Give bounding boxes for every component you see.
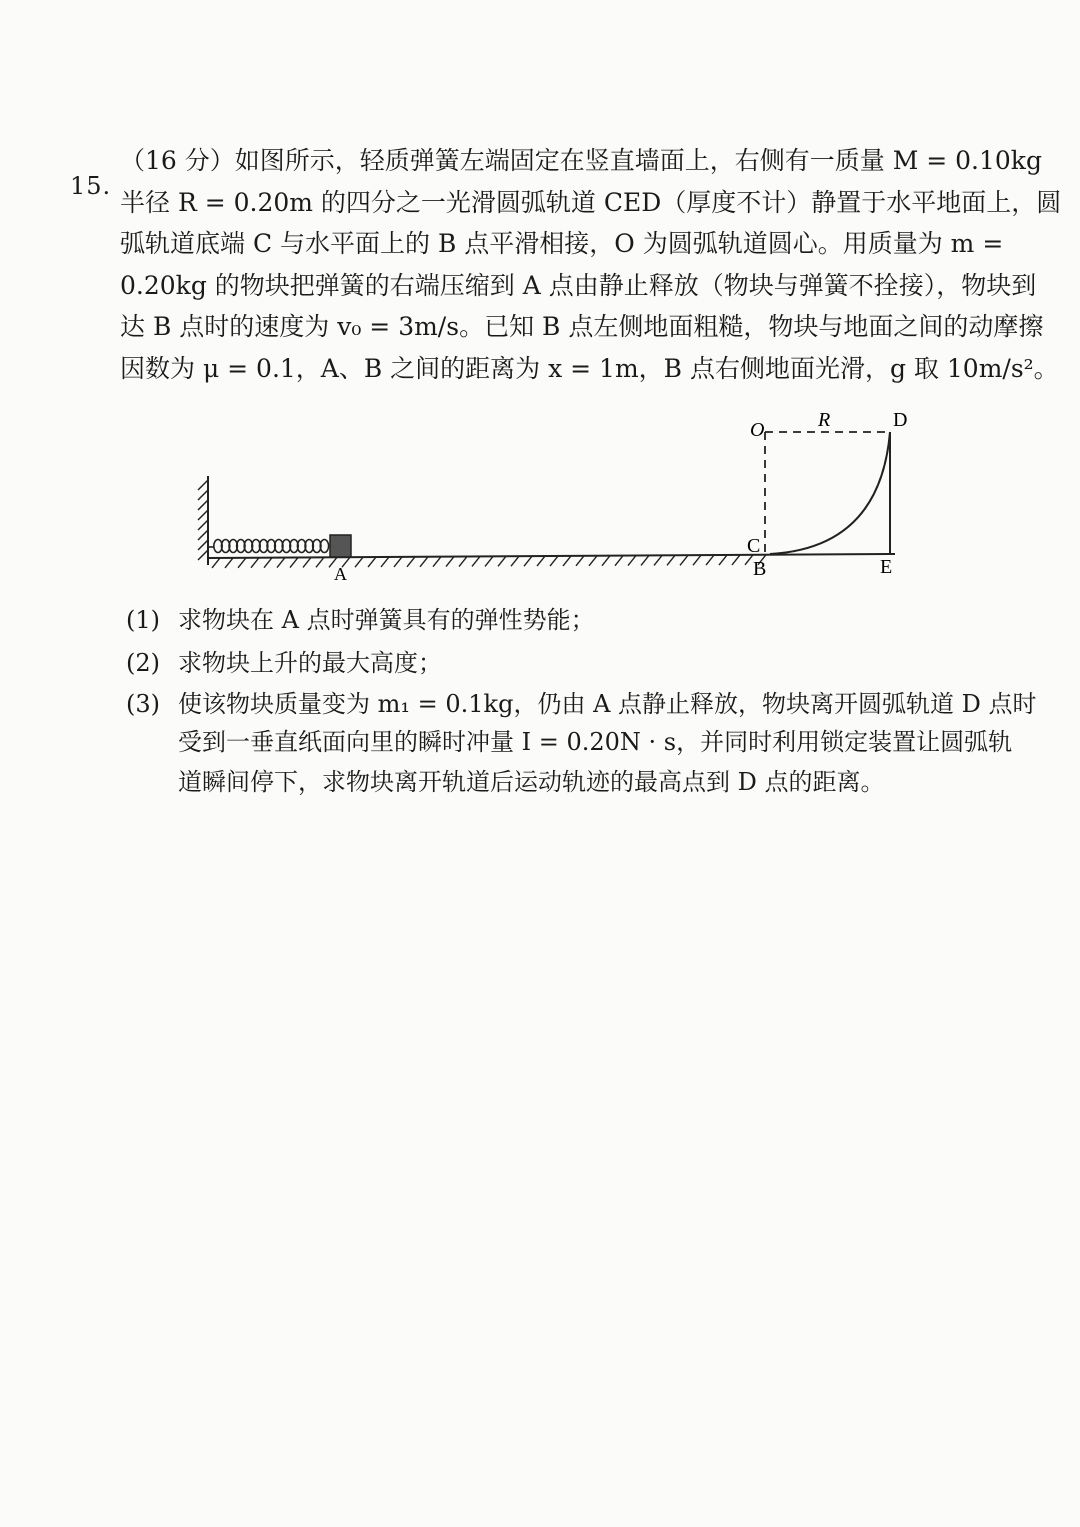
block [330,535,351,557]
question-number: 15. [70,172,112,200]
stem-line: 半径 R = 0.20m 的四分之一光滑圆弧轨道 CED（厚度不计）静置于水平地面上，圆 [120,187,1062,217]
sub-question-3-line-2: 受到一垂直纸面向里的瞬时冲量 I = 0.20N · s，并同时利用锁定装置让圆弧轨 [178,728,1013,756]
stem-line: 达 B 点时的速度为 v₀ = 3m/s。已知 B 点左侧地面粗糙，物块与地面之间的动摩擦 [120,312,1044,341]
spring [208,540,329,553]
sub-question-tag: (2) [126,649,160,677]
label-C: C [747,535,761,557]
sub-question-3 [126,684,1037,719]
wall-hatching [198,480,208,560]
label-D: D [893,409,908,431]
sub-question-2 [126,643,442,678]
label-A: A [334,564,347,584]
arc-track [770,432,890,554]
label-E: E [880,556,893,578]
stem-line: 因数为 μ = 0.1，A、B 之间的距离为 x = 1m，B 点右侧地面光滑，g 取 10m/s²。 [120,353,1059,383]
stem-line: （16 分）如图所示，轻质弹簧左端固定在竖直墙面上，右侧有一质量 M = 0.10kg [120,146,1042,175]
ground-line [208,554,895,558]
stem-line: 弧轨道底端 C 与水平面上的 B 点平滑相接，O 为圆弧轨道圆心。用质量为 m = [120,229,1004,258]
sub-question-text: 求物块在 A 点时弹簧具有的弹性势能； [178,606,595,634]
sub-question-text: 使该物块质量变为 m₁ = 0.1kg，仍由 A 点静止释放，物块离开圆弧轨道 D 点时 [178,690,1037,718]
label-R: R [818,409,831,431]
sub-question-tag: (3) [126,690,160,718]
sub-question-1 [126,600,595,635]
physics-diagram [190,408,920,588]
label-B: B [753,558,767,580]
sub-question-text: 求物块上升的最大高度； [178,649,442,677]
stem-line: 0.20kg 的物块把弹簧的右端压缩到 A 点由静止释放（物块与弹簧不拴接），物块到 [120,270,1037,300]
sub-question-tag: (1) [126,606,160,634]
label-O: O [750,419,765,441]
sub-question-3-line-3: 道瞬间停下，求物块离开轨道后运动轨迹的最高点到 D 点的距离。 [178,768,885,796]
